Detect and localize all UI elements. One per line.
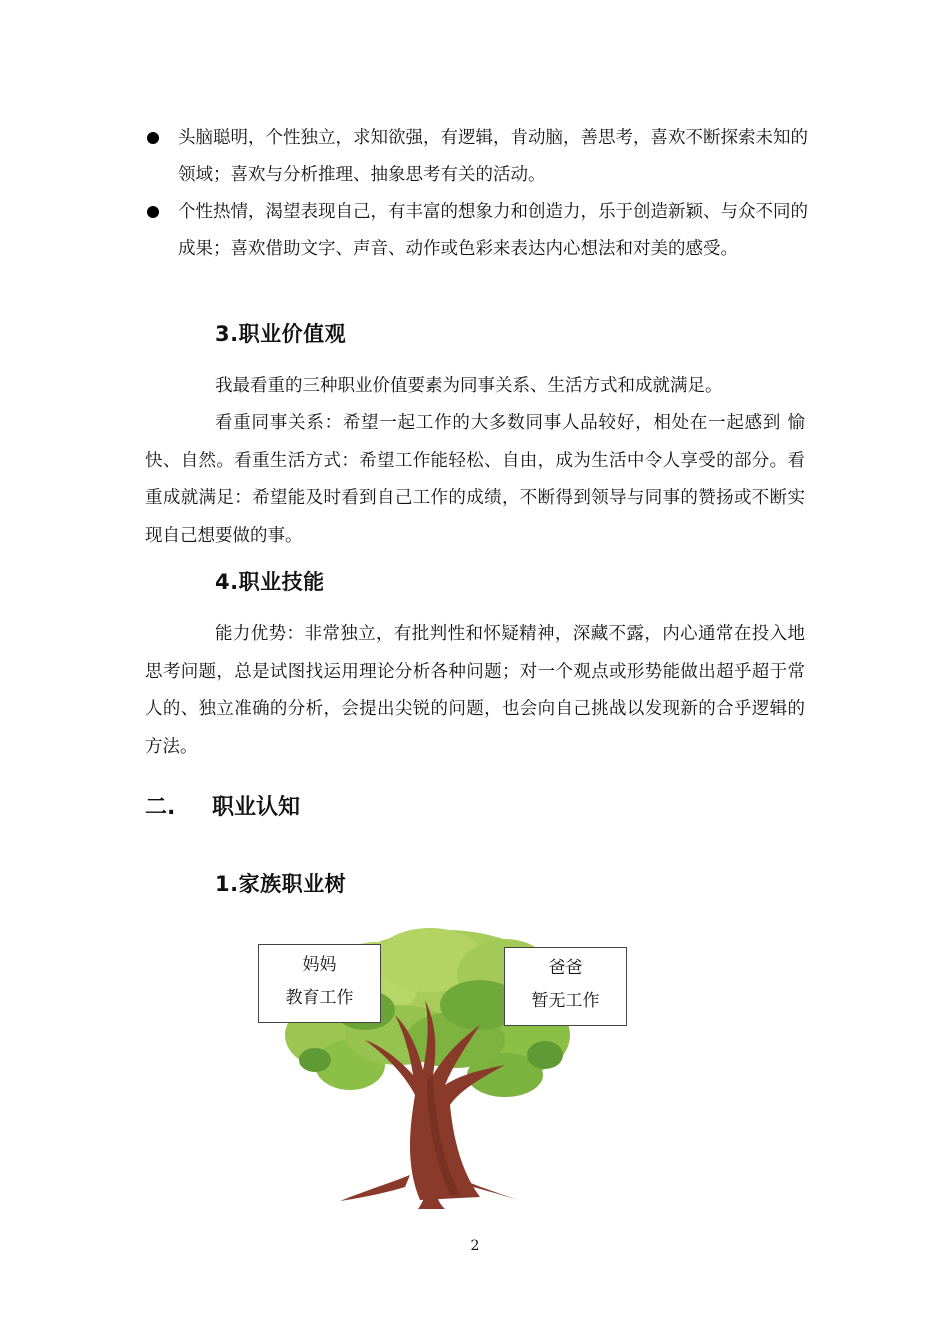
father-label-box [504,947,627,1026]
list-item [145,120,810,194]
paragraph: 我最看重的三种职业价值要素为同事关系、生活方式和成就满足。 [215,376,723,396]
father-job: 暂无工作 [531,991,600,1011]
father-name: 爸爸 [548,958,583,978]
mother-name: 妈妈 [302,955,337,975]
mother-job: 教育工作 [285,988,354,1008]
bullet-text: 个性热情，渴望表现自己，有丰富的想象力和创造力，乐于创造新颖、与众不同的成果；喜欢借助文字、声音、动作或色彩来表达内心想法和对美的感受。 [178,202,808,259]
bullet-icon [147,132,159,144]
bullet-text: 头脑聪明，个性独立，求知欲强，有逻辑，肯动脑，善思考，喜欢不断探索未知的领域；喜欢与分析推理、抽象思考有关的活动。 [178,128,808,185]
paragraph: 看重同事关系：希望一起工作的大多数同事人品较好，相处在一起感到 愉快、自然。看重生活方式：希望工作能轻松、自由，成为生活中令人享受的部分。看重成就满足：希望能及时看到自己工作的成绩，不断得到领导与同事的赞扬或不断实现自己想要做的事。 [145,413,805,546]
bullet-list [145,120,810,268]
page-number: 2 [470,1238,480,1254]
list-item [145,194,810,268]
mother-label-box [258,944,381,1023]
bullet-icon [147,206,159,218]
section-heading-skills: 4.职业技能 [215,570,325,594]
chapter-number: 二. [145,795,176,820]
section-heading-family-tree: 1.家族职业树 [215,872,347,896]
chapter-title: 职业认知 [212,795,301,820]
section-heading-values: 3.职业价值观 [215,322,347,346]
family-tree-figure [255,925,635,1210]
chapter-heading [145,790,300,821]
paragraph: 能力优势：非常独立，有批判性和怀疑精神，深藏不露，内心通常在投入地思考问题，总是试图找运用理论分析各种问题；对一个观点或形势能做出超乎超于常人的、独立准确的分析，会提出尖锐的问题，也会向自己挑战以发现新的合乎逻辑的方法。 [145,624,805,757]
